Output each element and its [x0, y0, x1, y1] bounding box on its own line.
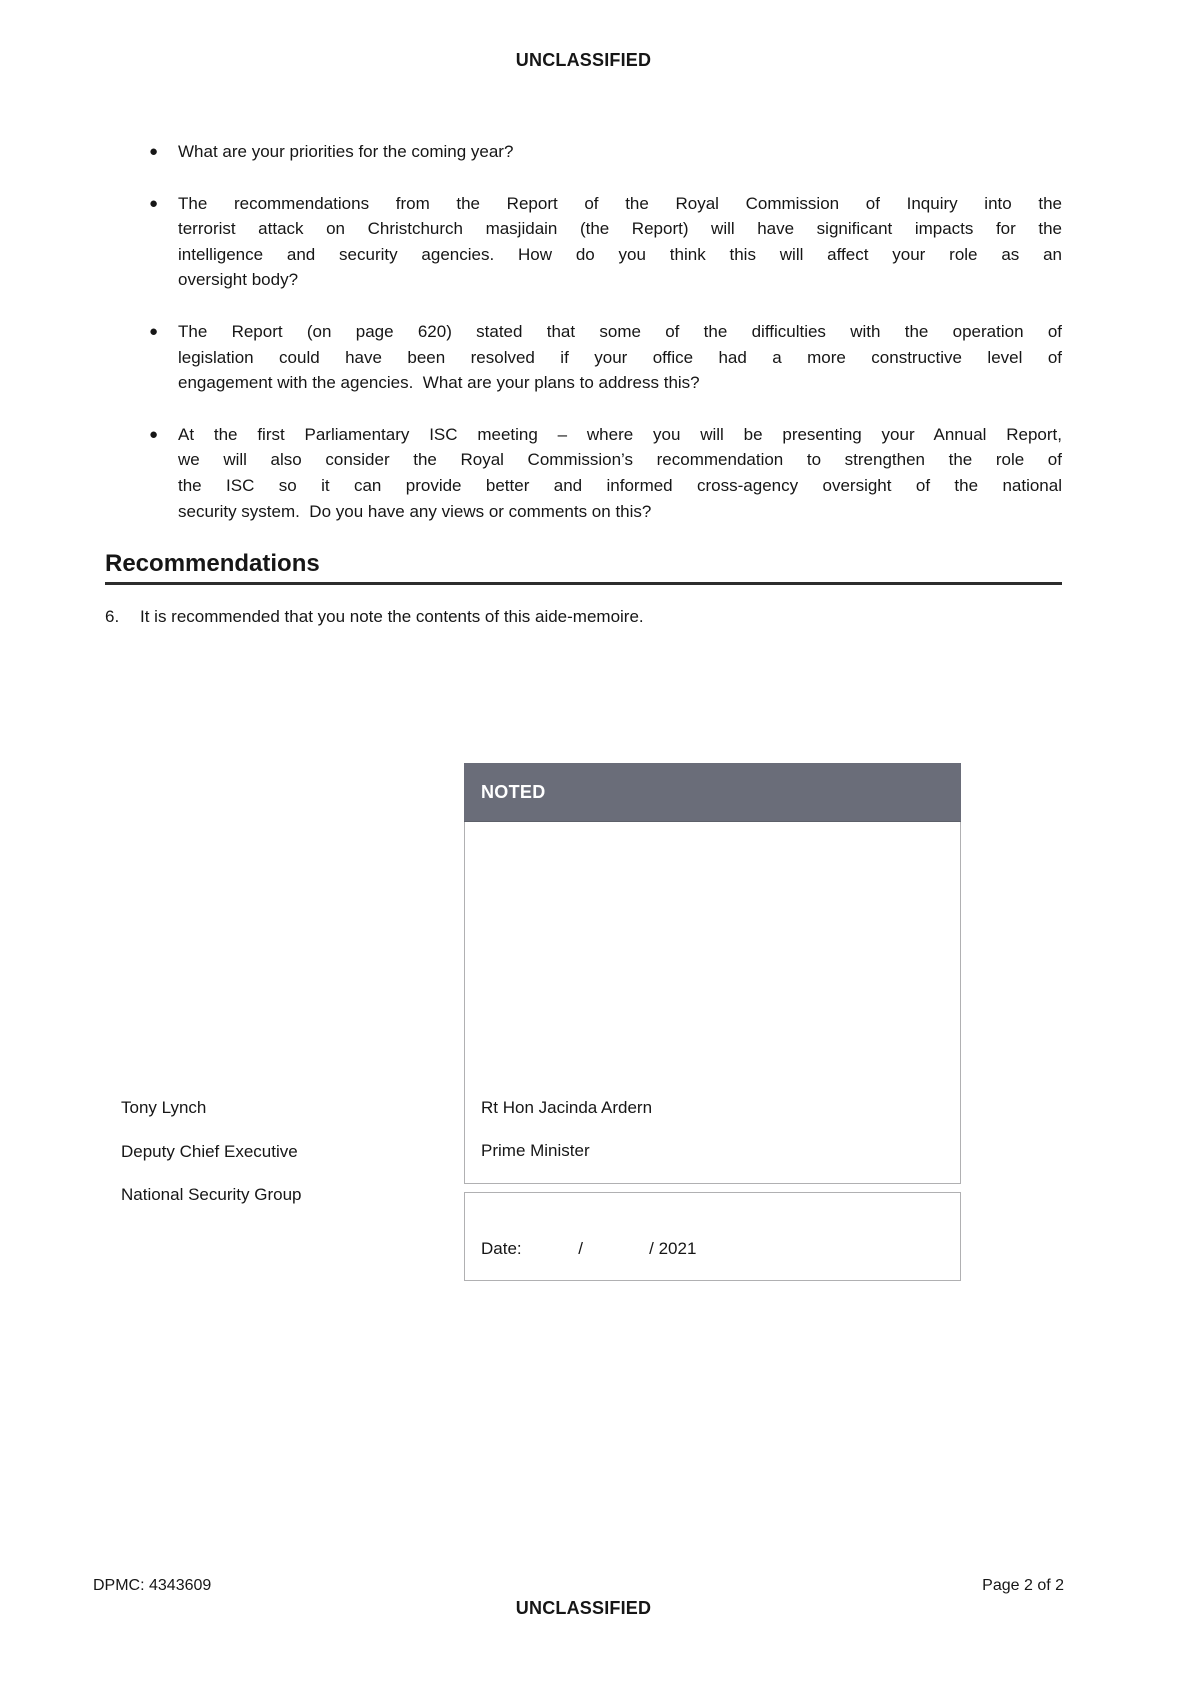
text-line: the ISC so it can provide better and informed cross-agency oversight of the national [178, 475, 1062, 495]
author-group: National Security Group [121, 1185, 302, 1204]
noted-box-header: NOTED [464, 763, 961, 822]
bullet-text [178, 139, 1062, 165]
text-line: oversight body? [178, 270, 299, 290]
recommendation-item-6 [105, 604, 1062, 630]
text-line: we will also consider the Royal Commission’s recommendation to strengthen the role of [178, 450, 1062, 470]
bullet-text [178, 319, 1062, 396]
page-footer [93, 1576, 1064, 1596]
text-line: The recommendations from the Report of the Royal Commission of Inquiry into the [178, 193, 1062, 213]
author-name: Tony Lynch [121, 1098, 207, 1117]
author-signature-block [121, 1095, 301, 1226]
text-line: The Report (on page 620) stated that some of the difficulties with the operation of [178, 321, 1062, 341]
bullet-text [178, 191, 1062, 293]
signature-space-cell [464, 822, 961, 1184]
bullet-item-priorities [105, 139, 1062, 165]
bullet-text [178, 422, 1062, 524]
bullet-list [105, 139, 1062, 550]
text-line: intelligence and security agencies. How do you think this will affect your role as an [178, 244, 1062, 264]
recommendations-heading: Recommendations [105, 549, 1062, 585]
text-line: terrorist attack on Christchurch masjidain (the Report) will have significant impacts for the [178, 219, 1062, 239]
classification-footer: UNCLASSIFIED [515, 1598, 652, 1618]
noted-signatory-title: Prime Minister [481, 1141, 590, 1160]
noted-signatory [481, 1095, 652, 1164]
classification-header: UNCLASSIFIED [515, 50, 652, 70]
noted-signatory-name: Rt Hon Jacinda Ardern [481, 1098, 653, 1117]
bullet-icon: ● [149, 425, 159, 443]
bullet-icon: ● [149, 143, 159, 160]
text-line: engagement with the agencies. What are your plans to address this? [178, 373, 700, 393]
cell-gap [464, 1184, 961, 1192]
bullet-item-report-page-620 [105, 319, 1062, 396]
bullet-icon: ● [149, 194, 159, 212]
date-field: Date: / / 2021 [464, 1192, 961, 1281]
document-reference: DPMC: 4343609 [93, 1577, 212, 1594]
author-title: Deputy Chief Executive [121, 1141, 298, 1161]
page-number: Page 2 of 2 [982, 1577, 1064, 1594]
text-line: security system. Do you have any views or comments on this? [178, 501, 652, 521]
bullet-item-royal-commission-report [105, 191, 1062, 293]
bullet-item-isc-meeting [105, 422, 1062, 524]
item-text: It is recommended that you note the contents of this aide-memoire. [140, 607, 644, 626]
item-number: 6. [105, 607, 120, 626]
noted-signature-box [464, 763, 961, 1281]
text-line: legislation could have been resolved if your office had a more constructive level of [178, 347, 1062, 367]
bullet-icon: ● [149, 322, 159, 340]
text-line: What are your priorities for the coming year? [178, 142, 514, 161]
text-line: At the first Parliamentary ISC meeting – where you will be presenting your Annual Report, [178, 424, 1062, 444]
